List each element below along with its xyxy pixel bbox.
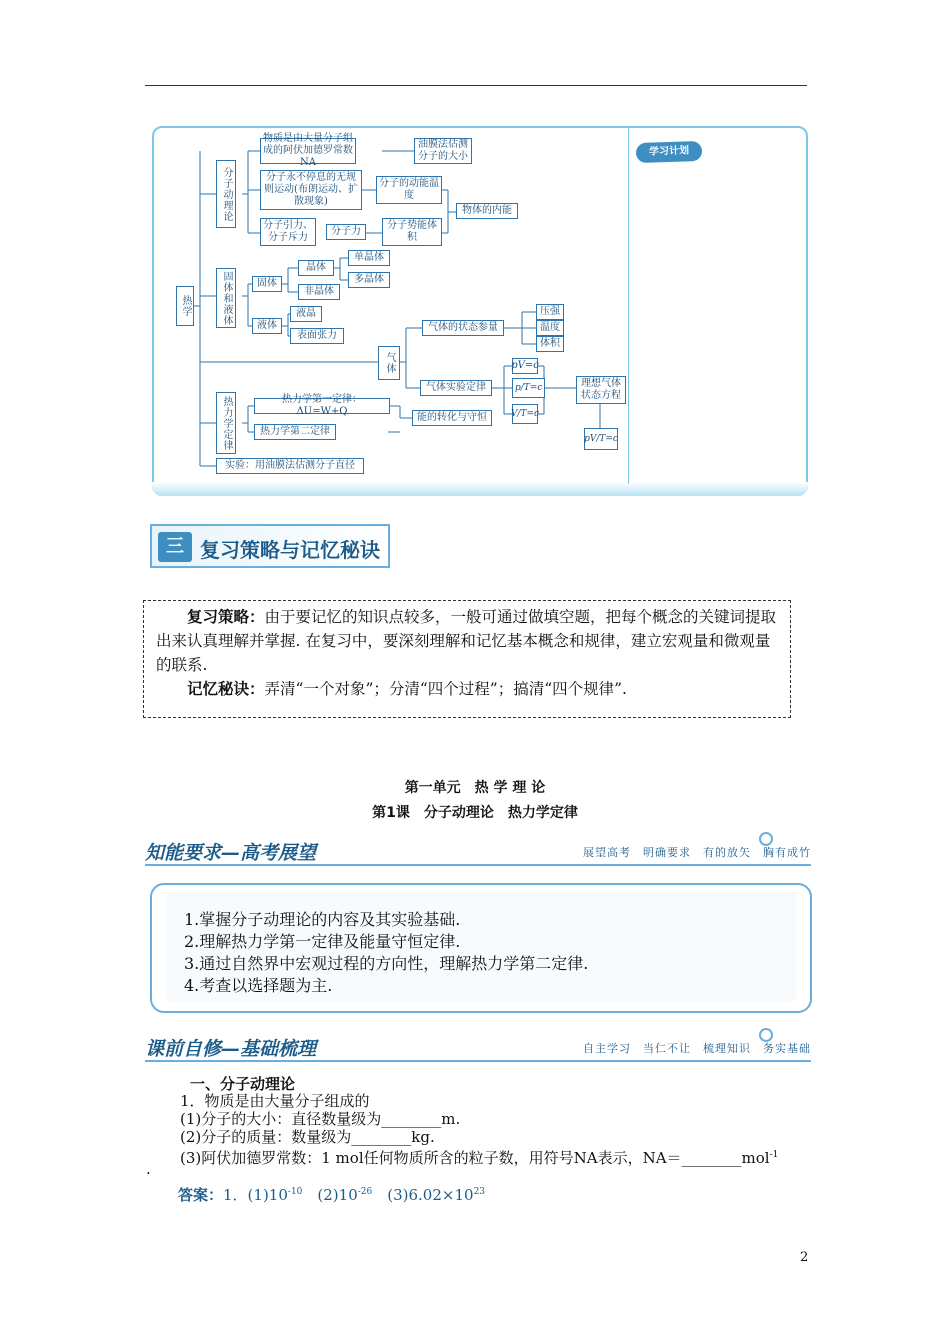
line-2: (1)分子的大小：直径数量级为________m. [180, 1110, 461, 1128]
line-4-text: (3)阿伏加德罗常数：1 mol任何物质所含的粒子数，用符号NA表示，NA＝________mol [180, 1149, 770, 1167]
node-first-law: 热力学第一定律：ΔU=W+Q [254, 398, 390, 414]
node-root: 热学 [176, 286, 194, 326]
memory-label: 记忆秘诀： [187, 680, 265, 698]
section-heading: 一、分子动理论 [190, 1075, 296, 1093]
strategy-text: 由于要记忆的知识点较多，一般可通过做填空题，把每个概念的关键词提取出来认真理解并掌握. 在复习中，要深刻理解和记忆基本概念和规律，建立宏观量和微观量的联系. [156, 608, 777, 674]
node-liquid-crystal: 液晶 [290, 306, 322, 322]
node-force: 分子力 [326, 224, 366, 240]
requirements-header-title: 知能要求—高考展望 [145, 842, 317, 864]
requirements-header [145, 836, 811, 866]
strategy-label: 复习策略： [187, 608, 265, 626]
banner-number: 三 [158, 532, 192, 562]
node-charles-p: p/T=c [512, 378, 545, 398]
node-boyle: pV=c [512, 358, 538, 374]
line-1: 1．物质是由大量分子组成的 [180, 1092, 370, 1110]
self-study-header-motto: 自主学习 当仁不让 梳理知识 务实基础 [583, 1042, 811, 1055]
node-ideal-equation: pV/T=c [584, 428, 618, 450]
node-liquid: 液体 [252, 318, 282, 334]
node-volume: 体积 [536, 336, 564, 352]
node-pressure: 压强 [536, 304, 564, 320]
lesson-title: 第1课 分子动理论 热力学定律 [372, 805, 578, 821]
node-potential: 分子势能体积 [382, 218, 442, 246]
strategy-box [143, 600, 791, 718]
page-number: 2 [800, 1250, 809, 1265]
node-gas: 气体 [378, 346, 400, 380]
unit-title: 第一单元 热 学 理 论 [404, 780, 546, 796]
requirement-item: 3.通过自然界中宏观过程的方向性，理解热力学第二定律. [184, 954, 589, 973]
node-brownian: 分子永不停息的无规则运动(布朗运动、扩散现象) [260, 170, 362, 210]
line-4-exponent: -1 [769, 1150, 779, 1160]
answer-part-3: (3)6.02×10 [372, 1186, 474, 1204]
line-3: (2)分子的质量：数量级为________kg. [180, 1128, 435, 1146]
memory-text: 弄清“一个对象”；分清“四个过程”；搞清“四个规律”. [264, 680, 627, 698]
requirement-item: 4.考查以选择题为主. [184, 976, 333, 995]
node-solid-liquid: 固体和液体 [216, 268, 236, 328]
answer-exp-1: -10 [287, 1187, 303, 1197]
node-single-crystal: 单晶体 [348, 250, 390, 266]
node-attraction: 分子引力、分子斥力 [260, 218, 316, 246]
answer-exp-2: -26 [357, 1187, 373, 1197]
node-energy-conservation: 能的转化与守恒 [412, 410, 492, 426]
node-oil-film: 油膜法估测分子的大小 [414, 138, 472, 164]
node-crystal: 晶体 [298, 260, 334, 276]
answer-part-2: (2)10 [302, 1186, 358, 1204]
node-state-params: 气体的状态参量 [422, 320, 504, 336]
header-rule [145, 85, 807, 86]
review-banner [150, 524, 390, 568]
requirement-item: 2.理解热力学第一定律及能量守恒定律. [184, 932, 461, 951]
study-plan-stamp: 学习计划 [636, 141, 703, 163]
answer-exp-3: 23 [473, 1187, 486, 1197]
line-5: . [146, 1160, 151, 1178]
node-amorphous: 非晶体 [298, 284, 340, 300]
node-internal-energy: 物体的内能 [456, 203, 518, 219]
node-avogadro: 物质是由大量分子组成的阿伏加德罗常数NA [260, 138, 356, 164]
line-4 [180, 1146, 778, 1168]
requirement-item: 1.掌握分子动理论的内容及其实验基础. [184, 910, 461, 929]
node-kinetic-theory: 分子动理论 [216, 160, 236, 228]
node-kinetic-energy: 分子的动能温度 [376, 176, 442, 204]
node-charles-v: V/T=c [512, 404, 538, 424]
node-temperature: 温度 [536, 320, 564, 336]
requirements-box [150, 883, 812, 1013]
node-surface-tension: 表面张力 [290, 328, 344, 344]
concept-map-connectors [152, 126, 808, 496]
answer-label: 答案： [178, 1186, 224, 1204]
banner-title: 复习策略与记忆秘诀 [200, 538, 380, 562]
self-study-header [145, 1032, 811, 1062]
node-experiment: 实验：用油膜法估测分子直径 [216, 458, 364, 474]
answer-line [178, 1184, 485, 1205]
node-ideal-gas: 理想气体状态方程 [576, 376, 626, 404]
node-second-law: 热力学第二定律 [254, 424, 336, 440]
requirements-header-motto: 展望高考 明确要求 有的放矢 胸有成竹 [583, 846, 811, 859]
node-gas-laws: 气体实验定律 [420, 380, 492, 396]
node-solid: 固体 [252, 276, 282, 292]
node-poly-crystal: 多晶体 [348, 272, 390, 288]
answer-part-1: 1．(1)10 [223, 1186, 288, 1204]
self-study-header-title: 课前自修—基础梳理 [145, 1038, 317, 1060]
node-thermo-laws: 热力学定律 [216, 392, 236, 454]
